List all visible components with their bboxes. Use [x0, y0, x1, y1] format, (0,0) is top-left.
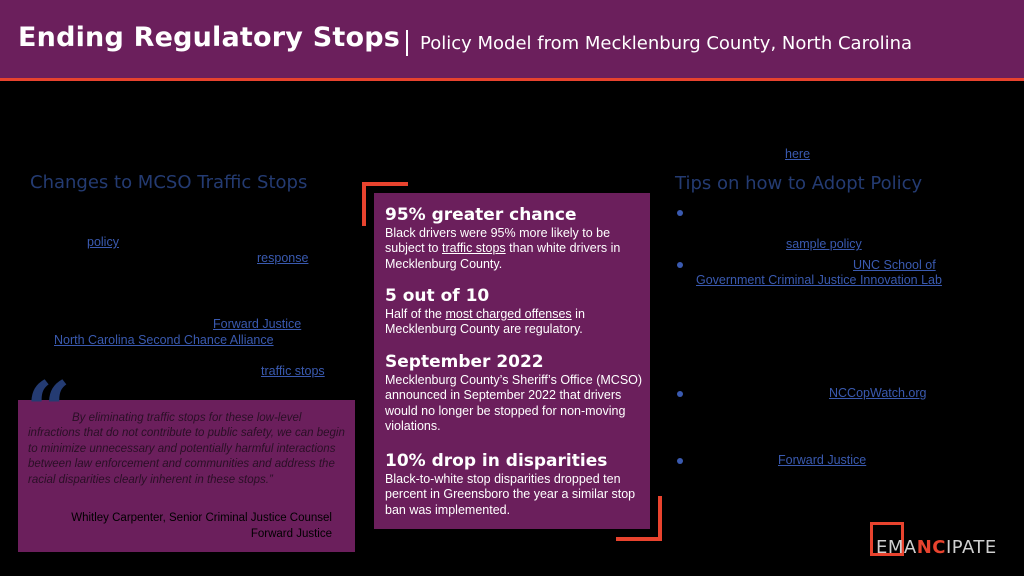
response-link[interactable]: response: [257, 251, 309, 265]
bracket-bottom-right: [616, 537, 662, 541]
stat-4-body: Black-to-white stop disparities dropped ten percent in Greensboro the year a similar stop ban was implemented.: [385, 472, 636, 517]
stat-4-heading: 10% drop in disparities: [385, 451, 608, 471]
stat-1-body: Black drivers were 95% more likely to be subject to traffic stops than white drivers in Mecklenburg County.: [385, 226, 621, 271]
stat-3-body: Mecklenburg County’s Sheriff’s Office (MCSO) announced in September 2022 that drivers would no longer be stopped for non-moving violations.: [385, 373, 643, 434]
most-charged-offenses-link[interactable]: most charged offenses: [445, 307, 572, 321]
stat-1-heading: 95% greater chance: [385, 205, 577, 225]
stat-2-heading: 5 out of 10: [385, 286, 490, 306]
nccopwatch-link[interactable]: NCCopWatch.org: [829, 386, 927, 400]
title-separator: [406, 30, 408, 56]
criminal-justice-lab-link[interactable]: Government Criminal Justice Innovation Lab: [696, 273, 942, 287]
policy-link[interactable]: policy: [87, 235, 119, 249]
bracket-top-left: [362, 182, 408, 186]
stat-2-body: Half of the most charged offenses in Mecklenburg County are regulatory.: [385, 307, 585, 337]
stat-3-heading: September 2022: [385, 352, 544, 372]
forward-justice-link-right[interactable]: Forward Justice: [778, 453, 867, 467]
quote-author: [28, 511, 332, 542]
quote-author-name: Whitley Carpenter, Senior Criminal Justice Counsel: [71, 512, 332, 524]
here-link[interactable]: here: [785, 147, 811, 161]
bracket-bottom-right-vertical: [658, 496, 662, 541]
traffic-stops-link-left[interactable]: traffic stops: [261, 364, 325, 378]
quote-author-org: Forward Justice: [250, 527, 332, 540]
quote-mark-icon: “: [26, 365, 71, 456]
page-title: Ending Regulatory Stops: [18, 22, 400, 53]
page-subtitle: Policy Model from Mecklenburg County, North Carolina: [420, 33, 913, 54]
forward-justice-link-left[interactable]: Forward Justice: [213, 317, 302, 331]
emancipate-logo: EMANCIPATE: [876, 537, 997, 558]
quote-text: By eliminating traffic stops for these low-level infractions that do not contribute to public safety, we can begin to minimize unnecessary and potentially harmful interactions between law enforcement and communities and address the racial disparities clearly inherent in these stops.”: [28, 412, 345, 486]
bullet-icon: [677, 458, 683, 464]
bullet-icon: [677, 391, 683, 397]
bullet-icon: [677, 262, 683, 268]
traffic-stops-link[interactable]: traffic stops: [441, 241, 506, 256]
sample-policy-link[interactable]: sample policy: [786, 237, 862, 251]
unc-school-link[interactable]: UNC School of: [853, 258, 936, 272]
bracket-top-left-vertical: [362, 182, 366, 226]
second-chance-alliance-link[interactable]: North Carolina Second Chance Alliance: [54, 333, 274, 347]
left-section-heading: Changes to MCSO Traffic Stops: [30, 172, 308, 193]
header-divider: [0, 78, 1024, 81]
right-section-heading: Tips on how to Adopt Policy: [675, 173, 923, 194]
bullet-icon: [677, 210, 683, 216]
